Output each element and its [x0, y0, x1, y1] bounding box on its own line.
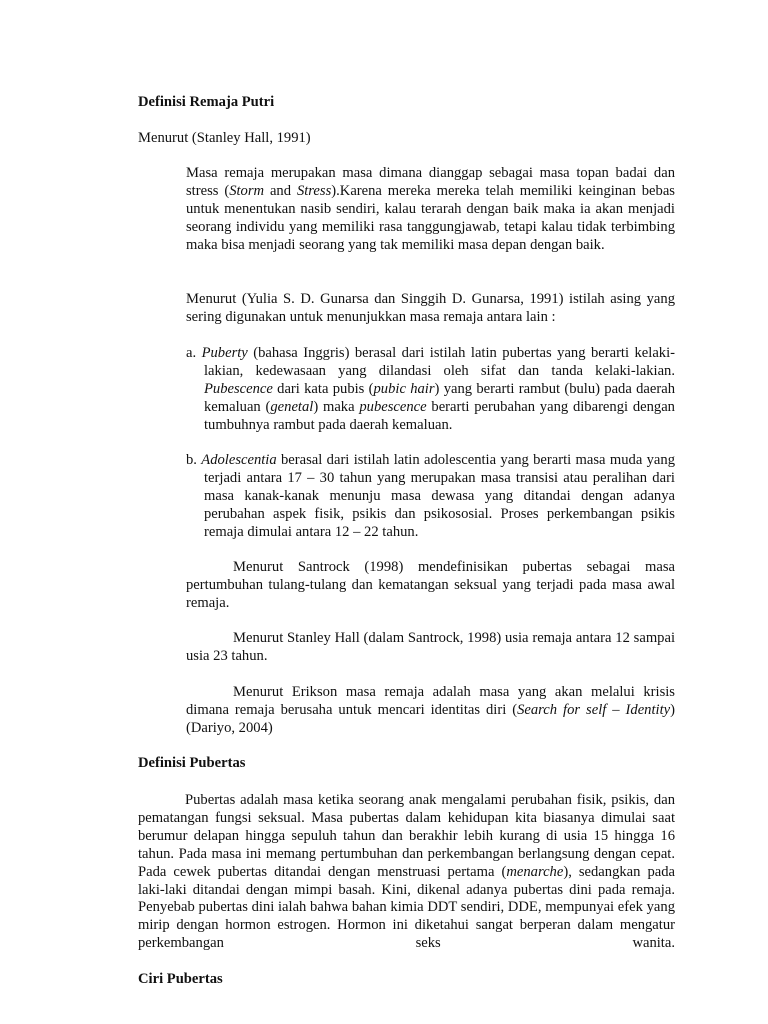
heading-definisi-pubertas: Definisi Pubertas	[138, 755, 246, 771]
heading-ciri-pubertas: Ciri Pubertas	[138, 971, 223, 987]
heading-definisi-remaja-putri: Definisi Remaja Putri	[138, 94, 275, 110]
intro-line: Menurut (Stanley Hall, 1991)	[138, 130, 311, 146]
paragraph-erikson: Menurut Erikson masa remaja adalah masa yang akan melalui krisis dimana remaja berusaha untuk mencari identitas diri (Search for self – Identity) (Dariyo, 2004)	[186, 684, 675, 736]
list-item-a-puberty: a. Puberty (bahasa Inggris) berasal dari istilah latin pubertas yang berarti kelaki-lakian, kedewasaan yang dilandasi oleh sifat dan tanda kelaki-lakian. Pubescence dari kata pubis (pubic hair) yang berarti rambut (bulu) pada daerah kemaluan (genetal) maka pubescence berarti perubahan yang dibarengi dengan tumbuhnya rambut pada daerah kemaluan.	[186, 345, 676, 433]
paragraph-gunarsa: Menurut (Yulia S. D. Gunarsa dan Singgih D. Gunarsa, 1991) istilah asing yang sering digunakan untuk menunjukkan masa remaja antara lain :	[186, 291, 675, 325]
paragraph-pubertas: Pubertas adalah masa ketika seorang anak mengalami perubahan fisik, psikis, dan pematangan fungsi seksual. Masa pubertas dalam kehidupan kita biasanya dimulai saat berumur delapan hingga sepuluh tahun dan berakhir lebih kurang di usia 15 hingga 16 tahun. Pada masa ini memang pertumbuhan dan perkembangan berlangsung dengan cepat. Pada cewek pubertas ditandai dengan menstruasi pertama (menarche), sedangkan pada laki-laki ditandai dengan mimpi basah. Kini, dikenal adanya pubertas dini pada remaja. Penyebab pubertas dini ialah bahwa bahan kimia DDT sendiri, DDE, mempunyai efek yang mirip dengan hormon estrogen. Hormon ini diketahui sangat berperan dalam mengatur perkembangan seks wanita.	[138, 792, 675, 952]
paragraph-santrock: Menurut Santrock (1998) mendefinisikan pubertas sebagai masa pertumbuhan tulang-tulang dan kematangan seksual yang terjadi pada masa awal remaja.	[186, 559, 675, 611]
paragraph-hall-definition: Masa remaja merupakan masa dimana dianggap sebagai masa topan badai dan stress (Storm and Stress).Karena mereka mereka telah memiliki keinginan bebas untuk menentukan nasib sendiri, kalau terarah dengan baik maka ia akan menjadi seorang individu yang memiliki rasa tanggungjawab, tetapi kalau tidak terbimbing maka bisa menjadi seorang yang tak memiliki masa depan dengan baik.	[186, 165, 675, 253]
list-item-b-adolescentia: b. Adolescentia berasal dari istilah latin adolescentia yang berarti masa muda yang terjadi antara 17 – 30 tahun yang merupakan masa transisi atau peralihan dari masa kanak-kanak menunju masa dewasa yang ditandai dengan adanya perubahan aspek fisik, psikis dan psikososial. Proses perkembangan psikis remaja dimulai antara 12 – 22 tahun.	[186, 452, 675, 540]
paragraph-hall-age: Menurut Stanley Hall (dalam Santrock, 1998) usia remaja antara 12 sampai usia 23 tahun.	[186, 630, 675, 664]
